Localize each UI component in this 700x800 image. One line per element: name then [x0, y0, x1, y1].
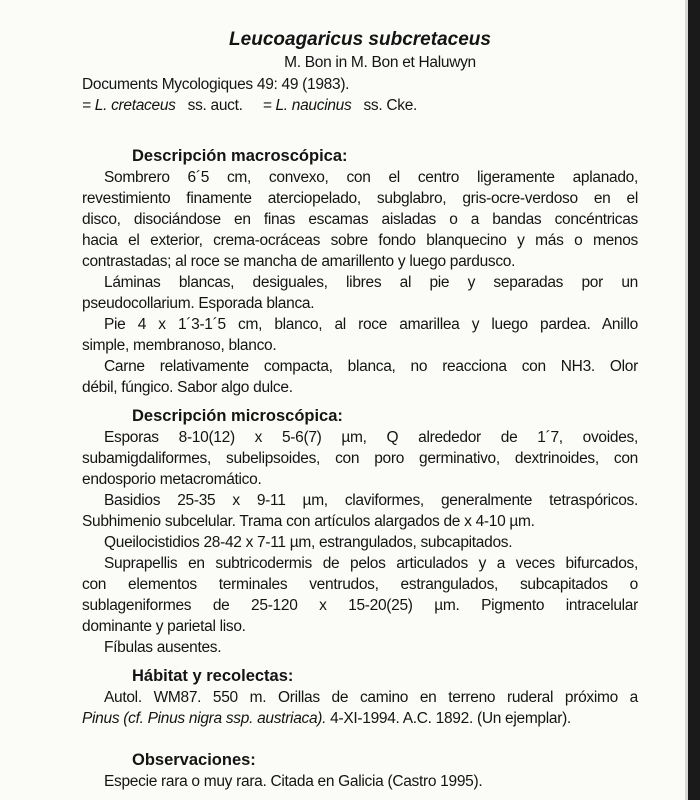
text-line: Basidios 25-35 x 9-11 µm, claviformes, generalmente tetraspóricos. — [104, 492, 638, 509]
synonyms — [82, 96, 638, 116]
collection-info: 4-XI-1994. A.C. 1892. (Un ejemplar). — [326, 710, 571, 727]
host-species: Pinus (cf. Pinus nigra ssp. austriaca). — [82, 710, 327, 727]
text-line: dominante y parietal liso. — [82, 618, 246, 635]
text-line: Sombrero 6´5 cm, convexo, con el centro ligeramente aplanado, — [104, 169, 638, 186]
text-line: con elementos terminales ventrudos, estrangulados, subcapitados o — [82, 576, 638, 593]
habitat-heading: Hábitat y recolectas: — [132, 667, 294, 685]
text-line: Esporas 8-10(12) x 5-6(7) µm, Q alrededor de 1´7, ovoides, — [104, 429, 638, 446]
text-line: Fíbulas ausentes. — [104, 639, 222, 656]
text-line: Suprapellis en subtricodermis de pelos articulados y a veces bifurcados, — [104, 555, 638, 572]
text-line: débil, fúngico. Sabor algo dulce. — [82, 379, 293, 396]
micro-heading: Descripción microscópica: — [132, 407, 343, 425]
synonym-1: = L. cretaceus — [82, 97, 176, 114]
synonym-2: = L. naucinus — [262, 97, 352, 114]
author: M. Bon in M. Bon et Haluwyn — [284, 54, 476, 71]
text-line: sublageniformes de 25-120 x 15-20(25) µm. Pigmento intracelular — [82, 597, 638, 614]
observ-heading: Observaciones: — [132, 751, 256, 769]
synonym-2-note: ss. Cke. — [363, 97, 418, 114]
observ-line: Especie rara o muy rara. Citada en Galicia (Castro 1995). — [104, 773, 483, 790]
text-line: Carne relativamente compacta, blanca, no reacciona con NH3. Olor — [104, 358, 638, 375]
scan-border — [688, 0, 700, 800]
synonym-1-note: ss. auct. — [187, 97, 243, 114]
text-line: Pie 4 x 1´3-1´5 cm, blanco, al roce amarillea y luego pardea. Anillo — [104, 316, 638, 333]
habitat-line: Autol. WM87. 550 m. Orillas de camino en terreno ruderal próximo a — [104, 689, 638, 706]
text-line: pseudocollarium. Esporada blanca. — [82, 295, 315, 312]
macro-heading: Descripción macroscópica: — [132, 147, 348, 165]
text-line: Láminas blancas, desiguales, libres al pie y separadas por un — [104, 274, 638, 291]
habitat-line-2 — [82, 709, 638, 729]
text-line: disco, disociándose en finas escamas aisladas o a bandas concéntricas — [82, 211, 638, 228]
text-line: simple, membranoso, blanco. — [82, 337, 277, 354]
reference: Documents Mycologiques 49: 49 (1983). — [82, 76, 350, 93]
text-line: revestimiento finamente aterciopelado, subglabro, gris-ocre-verdoso en el — [82, 190, 638, 207]
text-line: hacia el exterior, crema-ocráceas sobre fondo blanquecino y más o menos — [82, 232, 638, 249]
text-line: Subhimenio subcelular. Trama con artículos alargados de x 4-10 µm. — [82, 513, 535, 530]
text-line: contrastadas; al roce se mancha de amarillento y luego pardusco. — [82, 253, 516, 270]
text-line: subamigdaliformes, subelipsoides, con poro germinativo, dextrinoides, con — [82, 450, 638, 467]
text-line: Queilocistidios 28-42 x 7-11 µm, estrangulados, subcapitados. — [104, 534, 513, 551]
text-line: endosporio metacromático. — [82, 471, 262, 488]
species-title: Leucoagaricus subcretaceus — [229, 29, 491, 50]
